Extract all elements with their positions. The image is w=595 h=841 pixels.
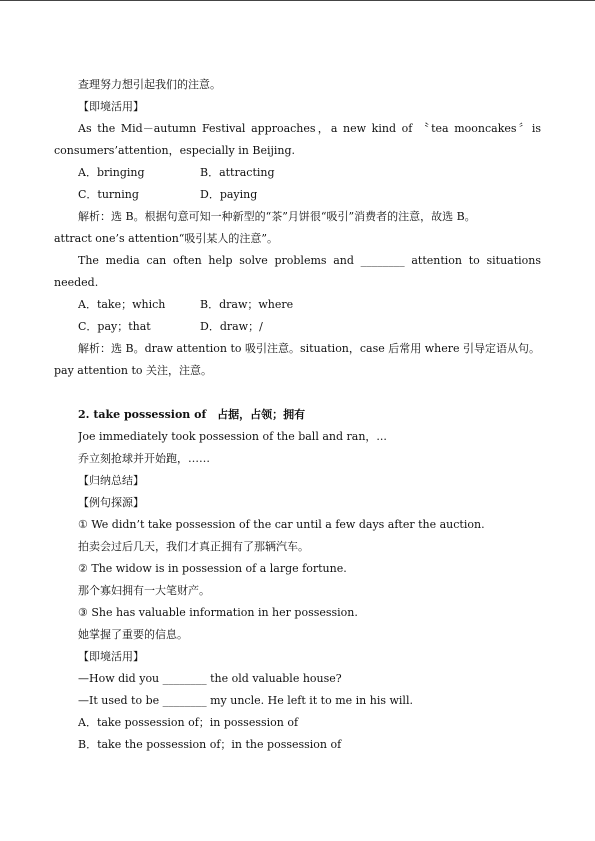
example-translation: 拍卖会过后几天，我们才真正拥有了那辆汽车。 xyxy=(78,540,309,553)
question-stem: consumers’attention，especially in Beijing. xyxy=(54,144,296,157)
choice-row xyxy=(78,298,541,312)
example-translation: 乔立刻抢球并开始跑，…… xyxy=(78,452,210,465)
explanation: 解析：选 B。根据句意可知一种新型的“茶”月饼很“吸引”消费者的注意，故选 B。 xyxy=(78,210,476,223)
choice-row xyxy=(78,320,541,334)
choice-b: B．take the possession of；in the possession of xyxy=(78,738,342,751)
explanation: pay attention to 关注，注意。 xyxy=(54,364,212,377)
choice-b: B．attracting xyxy=(200,166,275,179)
section-heading: 【归纳总结】 xyxy=(78,474,144,487)
text-line: 查理努力想引起我们的注意。 xyxy=(78,78,221,91)
example-sentence: ② The widow is in possession of a large fortune. xyxy=(78,562,347,575)
choice-d: D．draw；/ xyxy=(200,320,263,333)
phrase-heading: 2. take possession of 占据，占领；拥有 xyxy=(78,408,306,421)
choice-a: A．take possession of；in possession of xyxy=(78,716,299,729)
section-heading: 【即境活用】 xyxy=(78,100,144,113)
choice-d: D．paying xyxy=(200,188,258,201)
explanation: 解析：选 B。draw attention to 吸引注意。situation，case 后常用 where 引导定语从句。 xyxy=(78,342,541,355)
example-translation: 她掌握了重要的信息。 xyxy=(78,628,188,641)
question-stem: The media can often help solve problems and ________ attention to situations xyxy=(78,254,541,267)
explanation: attract one’s attention“吸引某人的注意”。 xyxy=(54,232,279,245)
section-heading: 【即境活用】 xyxy=(78,650,144,663)
choice-c: C．pay；that xyxy=(78,320,151,333)
section-heading: 【例句探源】 xyxy=(78,496,144,509)
choice-c: C．turning xyxy=(78,188,139,201)
question-stem: needed. xyxy=(54,276,99,289)
example-sentence: ③ She has valuable information in her possession. xyxy=(78,606,358,619)
question-stem: —How did you ________ the old valuable house? xyxy=(78,672,342,685)
choice-row xyxy=(78,166,541,180)
question-stem: —It used to be ________ my uncle. He left it to me in his will. xyxy=(78,694,413,707)
example-sentence: Joe immediately took possession of the ball and ran，... xyxy=(78,430,387,443)
choice-a: A．take；which xyxy=(78,298,166,311)
question-stem: As the Mid－autumn Festival approaches，a new kind of 〝tea mooncakes〞is xyxy=(78,122,541,135)
choice-row xyxy=(78,188,541,202)
choice-a: A．bringing xyxy=(78,166,145,179)
example-sentence: ① We didn’t take possession of the car until a few days after the auction. xyxy=(78,518,485,531)
example-translation: 那个寡妇拥有一大笔财产。 xyxy=(78,584,210,597)
choice-b: B．draw；where xyxy=(200,298,294,311)
